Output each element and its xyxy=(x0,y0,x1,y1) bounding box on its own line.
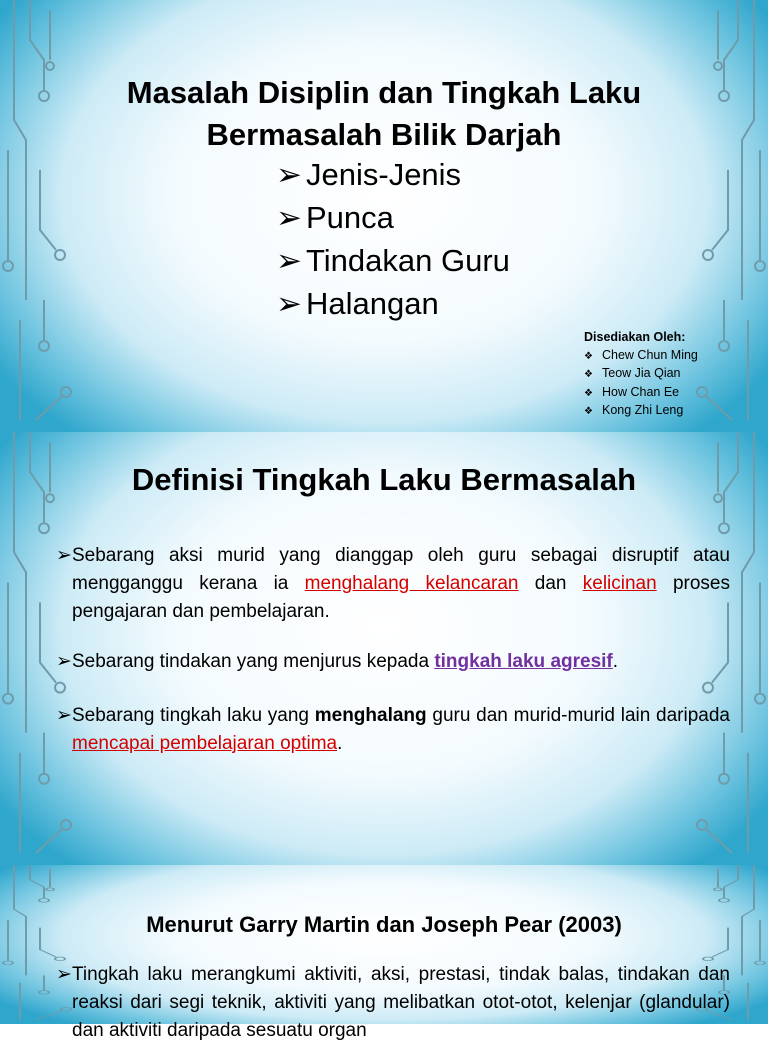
topic-item: ➢ Tindakan Guru xyxy=(276,239,510,282)
diamond-bullet-icon: ❖ xyxy=(584,369,593,380)
author-item: ❖ How Chan Ee xyxy=(584,384,698,403)
slide-title-heading xyxy=(0,72,768,156)
arrow-bullet-icon: ➢ xyxy=(276,243,302,278)
arrow-bullet-icon: ➢ xyxy=(276,286,302,321)
highlight-text: tingkah laku agresif xyxy=(434,651,613,672)
topic-item: ➢ Halangan xyxy=(276,282,510,325)
topic-item: ➢ Punca xyxy=(276,196,510,239)
author-item: ❖ Kong Zhi Leng xyxy=(584,402,698,421)
slide3-title: Menurut Garry Martin dan Joseph Pear (2003) xyxy=(146,912,622,937)
arrow-bullet-icon: ➢ xyxy=(56,545,72,566)
highlight-text: menghalang kelancaran xyxy=(304,573,519,594)
diamond-bullet-icon: ❖ xyxy=(584,406,593,417)
prepared-by-label: Disediakan Oleh: xyxy=(584,330,686,344)
arrow-bullet-icon: ➢ xyxy=(276,157,302,192)
topic-item: ➢ Jenis-Jenis xyxy=(276,153,510,196)
slide-definition xyxy=(0,432,768,865)
title-line-1: Masalah Disiplin dan Tingkah Laku xyxy=(126,75,642,110)
prepared-by-block xyxy=(584,329,698,421)
highlight-text: kelicinan xyxy=(582,573,657,594)
definition-point-1: ➢ Sebarang aksi murid yang dianggap oleh guru sebagai disruptif atau mengganggu kerana ia menghalang kelancaran dan kelicinan proses pengajaran dan pembelajaran. xyxy=(56,542,730,626)
arrow-bullet-icon: ➢ xyxy=(56,964,72,985)
circuit-decoration-left xyxy=(0,0,90,432)
author-item: ❖ Chew Chun Ming xyxy=(584,347,698,366)
slide-garry-martin xyxy=(0,865,768,1041)
highlight-text: mencapai pembelajaran optima xyxy=(72,733,338,754)
diamond-bullet-icon: ❖ xyxy=(584,350,593,362)
emphasis-text: menghalang xyxy=(314,705,427,726)
title-line-2: Bermasalah Bilik Darjah xyxy=(206,117,562,152)
arrow-bullet-icon: ➢ xyxy=(56,651,72,672)
slide-title xyxy=(0,0,768,432)
behaviour-definition: ➢ Tingkah laku merangkumi aktiviti, aksi, prestasi, tindak balas, tindakan dan reaksi dari segi teknik, aktiviti yang melibatkan otot-otot, kelenjar (glandular) dan aktiviti daripada sesuatu organ xyxy=(56,961,730,1045)
diamond-bullet-icon: ❖ xyxy=(584,387,593,399)
definition-point-2: ➢ Sebarang tindakan yang menjurus kepada tingkah laku agresif. xyxy=(56,648,730,676)
author-item: ❖ Teow Jia Qian xyxy=(584,365,698,384)
definition-point-3: ➢ Sebarang tingkah laku yang menghalang guru dan murid-murid lain daripada mencapai pembelajaran optima. xyxy=(56,702,730,758)
topic-list xyxy=(276,153,510,325)
definition-title: Definisi Tingkah Laku Bermasalah xyxy=(131,462,637,497)
arrow-bullet-icon: ➢ xyxy=(56,705,72,726)
arrow-bullet-icon: ➢ xyxy=(276,200,302,235)
